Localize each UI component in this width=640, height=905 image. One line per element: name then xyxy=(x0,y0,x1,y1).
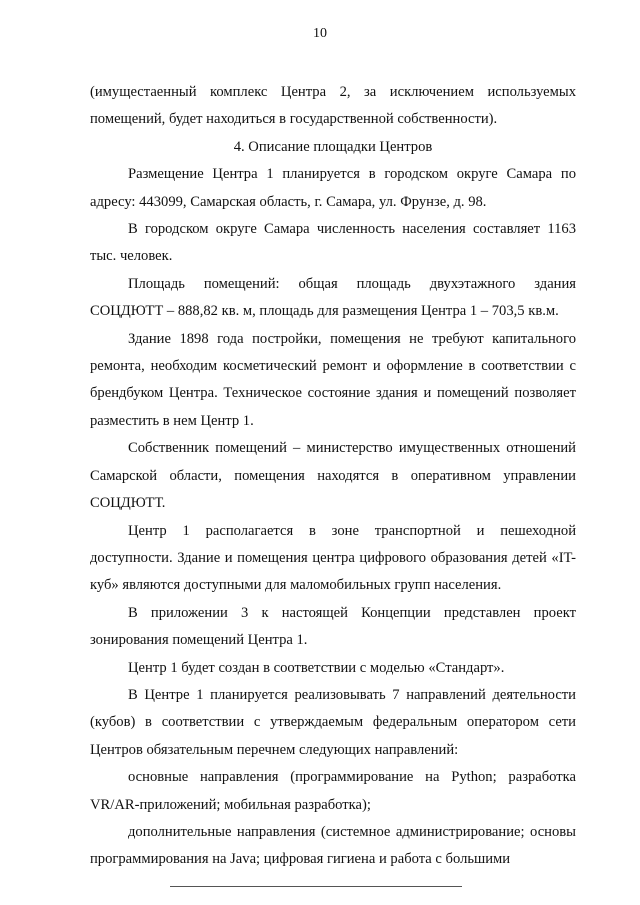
paragraph-directions: В Центре 1 планируется реализовывать 7 направлений деятельности (кубов) в соответствии с утверждаемым федеральным оператором сети Центров обязательным перечнем следующих направлений: xyxy=(90,686,576,758)
paragraph-additional-directions: дополнительные направления (системное администрирование; основы программирования на Java; цифровая гигиена и работа с большими xyxy=(90,823,576,868)
paragraph-area: Площадь помещений: общая площадь двухэтажного здания СОЦДЮТТ – 888,82 кв. м, площадь для размещения Центра 1 – 703,5 кв.м. xyxy=(90,275,576,320)
section-heading: 4. Описание площадки Центров xyxy=(233,138,433,155)
document-body xyxy=(90,79,576,874)
paragraph-owner: Собственник помещений – министерство имущественных отношений Самарской области, помещения находятся в оперативном управлении СОЦДЮТТ. xyxy=(90,440,576,512)
paragraph-main-directions: основные направления (программирование на Python; разработка VR/AR-приложений; мобильная разработка); xyxy=(90,769,576,813)
paragraph-appendix: В приложении 3 к настоящей Концепции представлен проект зонирования помещений Центра 1. xyxy=(90,604,576,649)
paragraph-accessibility: Центр 1 располагается в зоне транспортной и пешеходной доступности. Здание и помещения центра цифрового образования детей «IT-куб» являются доступными для маломобильных групп населения. xyxy=(90,522,576,594)
paragraph-location: Размещение Центра 1 планируется в городском округе Самара по адресу: 443099, Самарская область, г. Самара, ул. Фрунзе, д. 98. xyxy=(90,166,576,210)
footer-rule xyxy=(170,886,462,887)
paragraph-model: Центр 1 будет создан в соответствии с моделью «Стандарт». xyxy=(128,659,505,676)
page-number: 10 xyxy=(313,26,327,41)
intro-continuation: (имущестаенный комплекс Центра 2, за исключением используемых помещений, будет находиться в государственной собственности). xyxy=(90,84,576,128)
paragraph-building: Здание 1898 года постройки, помещения не требуют капитального ремонта, необходим косметический ремонт и оформление в соответствии с брендбуком Центра. Техническое состояние здания и помещений позволяет разместить в нем Центр 1. xyxy=(90,330,576,429)
paragraph-population: В городском округе Самара численность населения составляет 1163 тыс. человек. xyxy=(90,221,576,265)
